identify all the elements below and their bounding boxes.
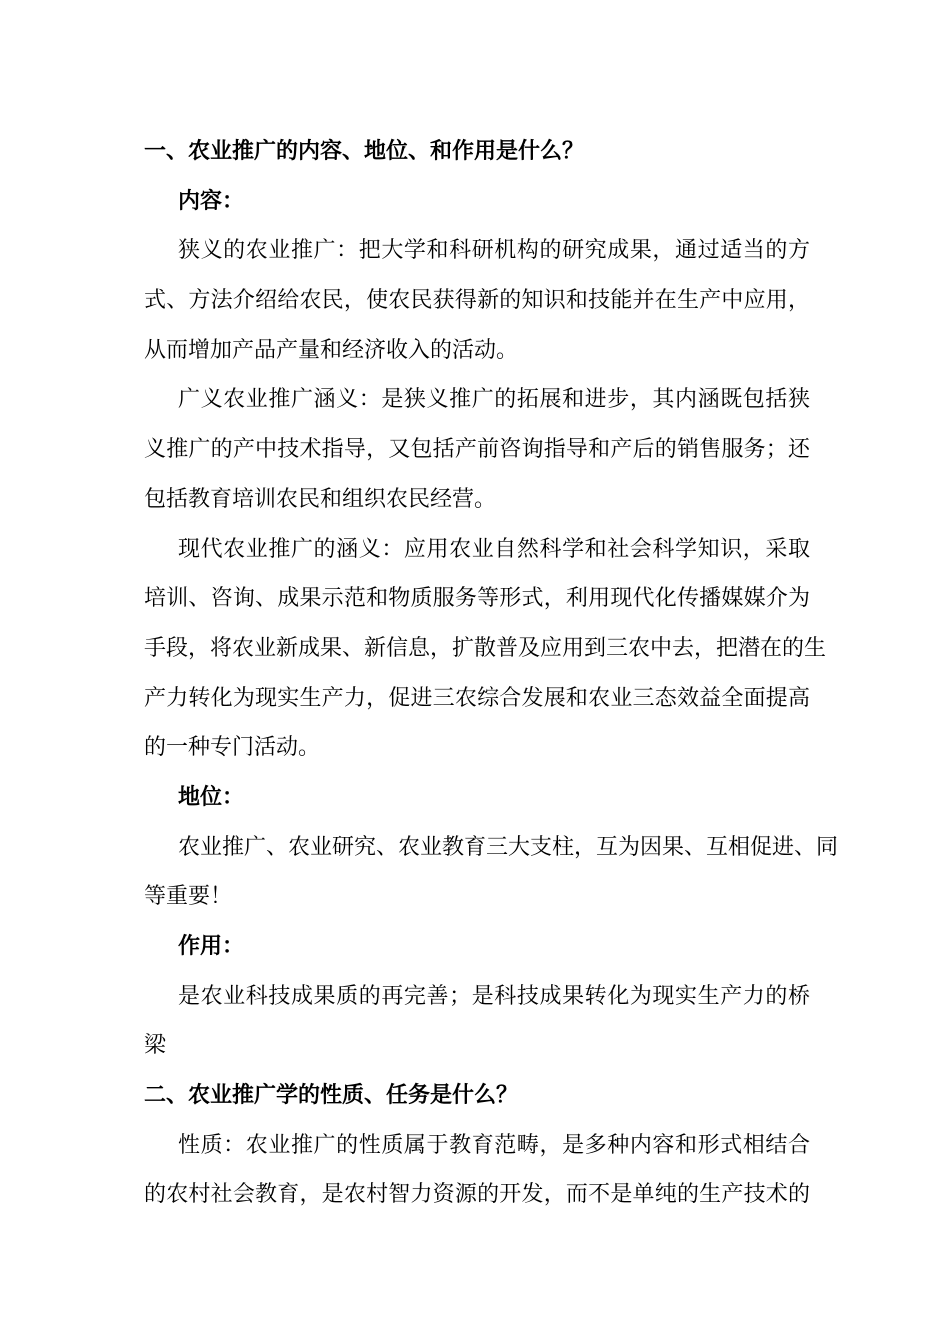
content-label: 内容：	[178, 188, 245, 214]
section-1-heading: 一、农业推广的内容、地位、和作用是什么？	[144, 139, 585, 164]
modern-definition-line-4: 产力转化为现实生产力，促进三农综合发展和农业三态效益全面提高	[144, 685, 810, 711]
status-line-2: 等重要！	[144, 884, 233, 910]
narrow-definition-line-2: 式、方法介绍给农民，使农民获得新的知识和技能并在生产中应用，	[144, 288, 810, 314]
document-body	[144, 127, 839, 1220]
role-line-2: 梁	[144, 1033, 167, 1059]
role-line-1: 是农业科技成果质的再完善；是科技成果转化为现实生产力的桥	[178, 983, 810, 1009]
section-2-heading: 二、农业推广学的性质、任务是什么？	[144, 1083, 519, 1109]
status-line-1: 农业推广、农业研究、农业教育三大支柱，互为因果、互相促进、同	[178, 834, 839, 860]
nature-line-1: 性质：农业推广的性质属于教育范畴，是多种内容和形式相结合	[178, 1132, 810, 1158]
status-label: 地位：	[178, 784, 245, 810]
modern-definition-line-1: 现代农业推广的涵义：应用农业自然科学和社会科学知识，采取	[178, 536, 810, 562]
broad-definition-line-2: 义推广的产中技术指导，又包括产前咨询指导和产后的销售服务；还	[144, 437, 810, 463]
modern-definition-line-2: 培训、咨询、成果示范和物质服务等形式，利用现代化传播媒媒介为	[144, 586, 810, 612]
narrow-definition-line-1: 狭义的农业推广：把大学和科研机构的研究成果，通过适当的方	[178, 238, 810, 264]
broad-definition-line-1: 广义农业推广涵义：是狭义推广的拓展和进步，其内涵既包括狭	[178, 387, 810, 413]
modern-definition-line-5: 的一种专门活动。	[144, 735, 321, 761]
role-label: 作用：	[178, 934, 245, 959]
nature-line-2: 的农村社会教育，是农村智力资源的开发，而不是单纯的生产技术的	[144, 1182, 810, 1208]
narrow-definition-line-3: 从而增加产品产量和经济收入的活动。	[144, 337, 519, 363]
broad-definition-line-3: 包括教育培训农民和组织农民经营。	[144, 486, 497, 512]
modern-definition-line-3: 手段，将农业新成果、新信息，扩散普及应用到三农中去，把潜在的生	[144, 635, 827, 661]
